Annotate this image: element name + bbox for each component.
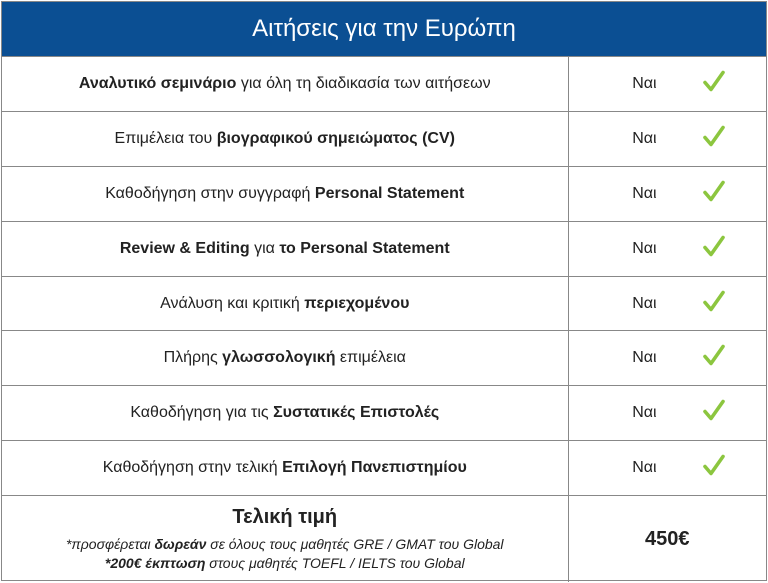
feature-text: Ανάλυση και κριτική xyxy=(160,294,305,312)
feature-label xyxy=(2,57,568,112)
table-header xyxy=(2,2,766,57)
feature-text: για όλη τη διαδικασία των αιτήσεων xyxy=(236,75,491,93)
note-text-bold: *200€ έκπτωση xyxy=(104,554,206,571)
features-table xyxy=(2,57,766,582)
note-text: *προσφέρεται xyxy=(65,535,155,552)
feature-text-bold: Αναλυτικό σεμινάριο xyxy=(78,75,237,93)
note-line-1 xyxy=(2,535,568,554)
feature-label xyxy=(2,331,568,386)
feature-text-bold: Review & Editing xyxy=(119,239,250,257)
check-icon xyxy=(702,399,726,428)
note-text: σε όλους τους μαθητές GRE / GMAT του Global xyxy=(206,535,504,552)
check-icon xyxy=(702,234,726,263)
feature-label xyxy=(2,167,568,222)
final-label-cell xyxy=(2,495,568,582)
feature-label xyxy=(2,386,568,441)
feature-label xyxy=(2,112,568,167)
final-price-cell xyxy=(568,495,766,582)
feature-label xyxy=(2,441,568,496)
value-text: Ναι xyxy=(632,75,657,93)
feature-value xyxy=(568,276,766,331)
table-row xyxy=(2,167,766,222)
feature-text: επιμέλεια xyxy=(335,349,406,367)
feature-value xyxy=(568,386,766,441)
final-price: 450€ xyxy=(645,527,690,550)
value-text: Ναι xyxy=(632,184,657,202)
table-title: Αιτήσεις για την Ευρώπη xyxy=(252,15,516,42)
table-row xyxy=(2,386,766,441)
feature-value xyxy=(568,167,766,222)
feature-label xyxy=(2,276,568,331)
table-row xyxy=(2,221,766,276)
table-row xyxy=(2,331,766,386)
check-icon xyxy=(702,179,726,208)
feature-text-bold: βιογραφικού σημειώματος (CV) xyxy=(216,130,455,148)
feature-text: Καθοδήγηση στην συγγραφή xyxy=(105,184,315,202)
value-text: Ναι xyxy=(632,458,657,476)
feature-value xyxy=(568,441,766,496)
value-text: Ναι xyxy=(632,130,657,148)
feature-text: Πλήρης xyxy=(163,349,223,367)
note-text-bold: δωρεάν xyxy=(154,535,207,552)
check-icon xyxy=(702,125,726,154)
feature-text: Καθοδήγηση στην τελική xyxy=(102,458,283,476)
feature-value xyxy=(568,221,766,276)
feature-text-bold: γλωσσολογική xyxy=(222,349,336,367)
note-line-2 xyxy=(2,554,568,573)
check-icon xyxy=(702,70,726,99)
value-text: Ναι xyxy=(632,404,657,422)
value-text: Ναι xyxy=(632,239,657,257)
check-icon xyxy=(702,289,726,318)
table-row xyxy=(2,57,766,112)
feature-text-bold: το Personal Statement xyxy=(279,239,450,257)
table-row xyxy=(2,112,766,167)
feature-text-bold: Επιλογή Πανεπιστημίου xyxy=(282,458,467,476)
note-text: στους μαθητές TOEFL / IELTS του Global xyxy=(205,554,465,571)
feature-label xyxy=(2,221,568,276)
table-row xyxy=(2,276,766,331)
feature-value xyxy=(568,57,766,112)
feature-text-bold: περιεχομένου xyxy=(304,294,410,312)
feature-text-bold: Personal Statement xyxy=(314,184,465,202)
feature-value xyxy=(568,112,766,167)
check-icon xyxy=(702,344,726,373)
feature-text: Καθοδήγηση για τις xyxy=(130,404,274,422)
feature-text-bold: Συστατικές Επιστολές xyxy=(273,404,440,422)
final-price-label: Τελική τιμή xyxy=(232,505,338,528)
feature-value xyxy=(568,331,766,386)
value-text: Ναι xyxy=(632,294,657,312)
feature-text: για xyxy=(249,239,280,257)
table-row xyxy=(2,441,766,496)
final-price-row xyxy=(2,495,766,582)
feature-text: Επιμέλεια του xyxy=(114,130,217,148)
check-icon xyxy=(702,453,726,482)
value-text: Ναι xyxy=(632,349,657,367)
pricing-table xyxy=(1,1,767,581)
